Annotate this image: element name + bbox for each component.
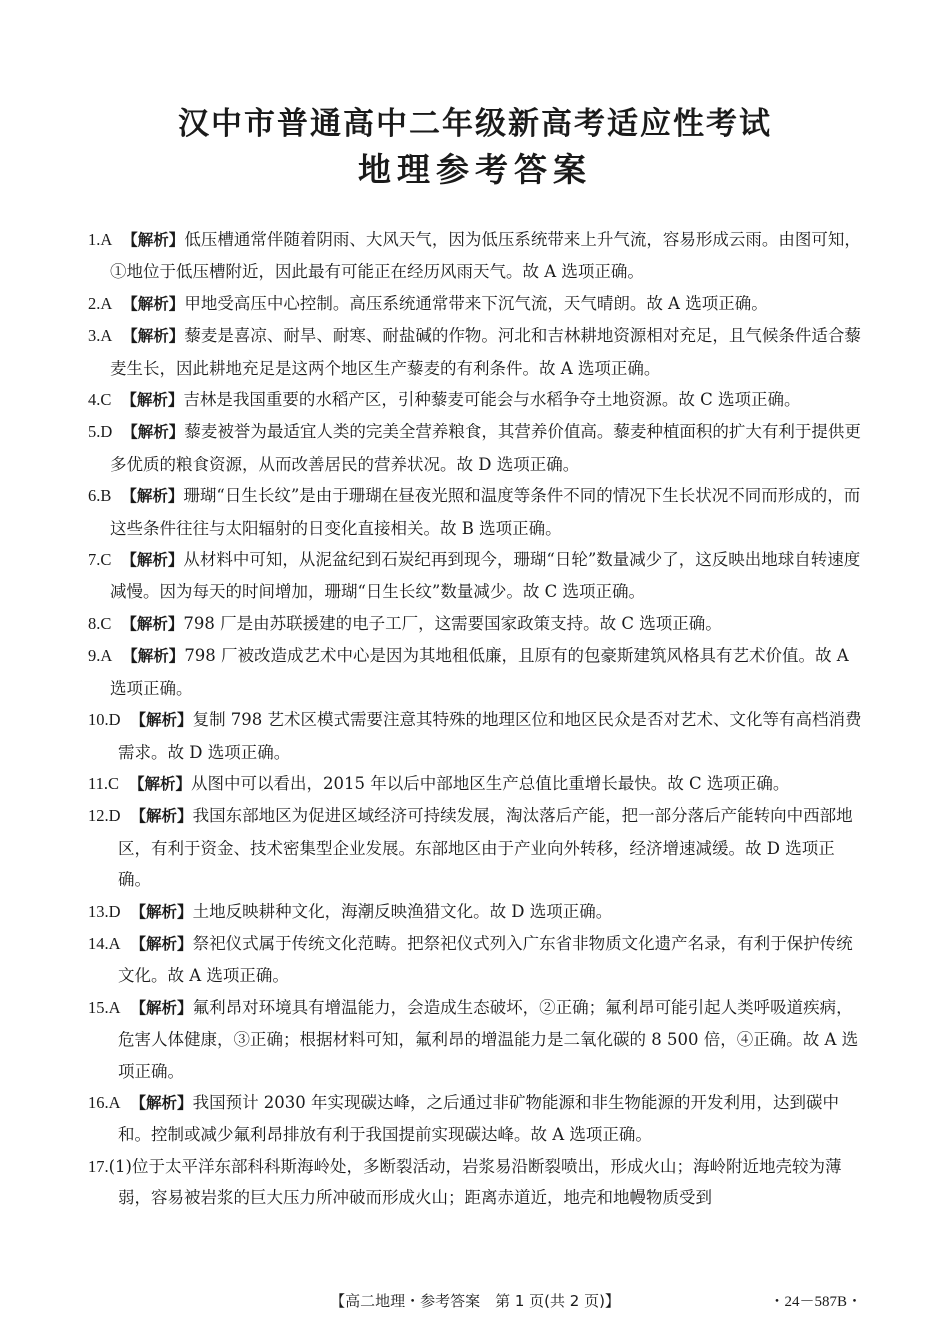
answer-list xyxy=(88,224,863,1214)
answer-text: 798 厂是由苏联援建的电子工厂，这需要国家政策支持。故 C 选项正确。 xyxy=(183,613,722,633)
answer-choice: D xyxy=(108,901,121,921)
analysis-tag: 【解析】 xyxy=(121,487,184,506)
analysis-tag: 【解析】 xyxy=(122,423,185,442)
analysis-tag: 【解析】 xyxy=(130,934,193,953)
answer-choice: A xyxy=(108,1092,121,1112)
analysis-tag: 【解析】 xyxy=(122,647,185,666)
answer-text: 低压槽通常伴随着阴雨、大风天气，因为低压系统带来上升气流，容易形成云雨。由图可知，①地位于低压槽附近，因此最有可能正在经历风雨天气。故 A 选项正确。 xyxy=(110,230,861,282)
answer-item-5: 5.D 【解析】藜麦被誉为最适宜人类的完美全营养粮食，其营养价值高。藜麦种植面积的扩大有利于提供更多优质的粮食资源，从而改善居民的营养状况。故 D 选项正确。 xyxy=(88,422,861,474)
answer-text: 祭祀仪式属于传统文化范畴。把祭祀仪式列入广东省非物质文化遗产名录，有利于保护传统文化。故 A 选项正确。 xyxy=(118,933,853,986)
analysis-tag: 【解析】 xyxy=(130,711,193,730)
answer-text: 我国预计 2030 年实现碳达峰，之后通过非矿物能源和非生物能源的开发利用，达到碳中和。控制或减少氟利昂排放有利于我国提前实现碳达峰。故 A 选项正确。 xyxy=(118,1092,840,1145)
answer-text: 藜麦是喜凉、耐旱、耐寒、耐盐碱的作物。河北和吉林耕地资源相对充足，且气候条件适合藜麦生长，因此耕地充足是这两个地区生产藜麦的有利条件。故 A 选项正确。 xyxy=(110,326,861,378)
answer-item-1: 1.A 【解析】低压槽通常伴随着阴雨、大风天气，因为低压系统带来上升气流，容易形成云雨。由图可知，①地位于低压槽附近，因此最有可能正在经历风雨天气。故 A 选项正确。 xyxy=(88,230,861,282)
answer-text: 798 厂被改造成艺术中心是因为其地租低廉，且原有的包豪斯建筑风格具有艺术价值。故 A 选项正确。 xyxy=(110,646,849,698)
answer-text: 土地反映耕种文化，海潮反映渔猎文化。故 D 选项正确。 xyxy=(192,901,613,921)
analysis-tag: 【解析】 xyxy=(121,614,184,633)
answer-choice: C xyxy=(108,773,120,793)
answer-text: 吉林是我国重要的水稻产区，引种藜麦可能会与水稻争夺土地资源。故 C 选项正确。 xyxy=(183,390,801,410)
answer-item-12: 12.D 【解析】我国东部地区为促进区域经济可持续发展，淘汰落后产能，把一部分落后产能转向中西部地区，有利于资金、技术密集型企业发展。东部地区由于产业向外转移，经济增速减缓。故 D 选项正确。 xyxy=(88,806,853,890)
answer-choice: B xyxy=(100,486,112,506)
answer-choice: A xyxy=(108,997,121,1017)
answer-text: 甲地受高压中心控制。高压系统通常带来下沉气流，天气晴朗。故 A 选项正确。 xyxy=(184,293,768,313)
analysis-tag: 【解析】 xyxy=(129,774,192,793)
answer-text: (1)位于太平洋东部科科斯海岭处，多断裂活动，岩浆易沿断裂喷出，形成火山；海岭附近地壳较为薄弱，容易被岩浆的巨大压力所冲破而形成火山；距离赤道近，地壳和地幔物质受到 xyxy=(108,1156,842,1208)
analysis-tag: 【解析】 xyxy=(122,327,185,346)
answer-item-17: 17.(1)位于太平洋东部科科斯海岭处，多断裂活动，岩浆易沿断裂喷出，形成火山；海岭附近地壳较为薄弱，容易被岩浆的巨大压力所冲破而形成火山；距离赤道近，地壳和地幔物质受到 xyxy=(88,1156,842,1208)
answer-text: 藜麦被誉为最适宜人类的完美全营养粮食，其营养价值高。藜麦种植面积的扩大有利于提供更多优质的粮食资源，从而改善居民的营养状况。故 D 选项正确。 xyxy=(110,422,861,474)
answer-choice: D xyxy=(108,806,121,826)
answer-item-7: 7.C 【解析】从材料中可知，从泥盆纪到石炭纪再到现今，珊瑚“日轮”数量减少了，这反映出地球自转速度减慢。因为每天的时间增加，珊瑚“日生长纹”数量减少。故 C 选项正确。 xyxy=(88,550,861,602)
answer-item-15: 15.A 【解析】氟利昂对环境具有增温能力，会造成生态破坏，②正确；氟利昂可能引起人类呼吸道疾病，危害人体健康，③正确；根据材料可知，氟利昂的增温能力是二氧化碳的 8 500 倍，④正确。故 A 选项正确。 xyxy=(88,997,859,1081)
answer-item-9: 9.A 【解析】798 厂被改造成艺术中心是因为其地租低廉，且原有的包豪斯建筑风格具有艺术价值。故 A 选项正确。 xyxy=(88,646,849,698)
answer-item-3: 3.A 【解析】藜麦是喜凉、耐旱、耐寒、耐盐碱的作物。河北和吉林耕地资源相对充足，且气候条件适合藜麦生长，因此耕地充足是这两个地区生产藜麦的有利条件。故 A 选项正确。 xyxy=(88,326,861,378)
answer-item-13: 13.D 【解析】土地反映耕种文化，海潮反映渔猎文化。故 D 选项正确。 xyxy=(88,901,613,921)
answer-choice: D xyxy=(100,422,113,442)
answer-text: 氟利昂对环境具有增温能力，会造成生态破坏，②正确；氟利昂可能引起人类呼吸道疾病，危害人体健康，③正确；根据材料可知，氟利昂的增温能力是二氧化碳的 8 500 倍，④正确。故 A 选项正确。 xyxy=(118,997,859,1081)
answer-item-6: 6.B 【解析】珊瑚“日生长纹”是由于珊瑚在昼夜光照和温度等条件不同的情况下生长状况不同而形成的，而这些条件往往与太阳辐射的日变化直接相关。故 B 选项正确。 xyxy=(88,486,861,538)
analysis-tag: 【解析】 xyxy=(130,807,193,826)
footer-page-info: 【高二地理・参考答案 第 1 页(共 2 页)】 xyxy=(330,1292,620,1310)
analysis-tag: 【解析】 xyxy=(130,1093,193,1112)
footer-exam-code: ・24－587B・ xyxy=(769,1294,862,1310)
answer-choice: A xyxy=(100,230,113,249)
analysis-tag: 【解析】 xyxy=(121,551,184,570)
answer-text: 从材料中可知，从泥盆纪到石炭纪再到现今，珊瑚“日轮”数量减少了，这反映出地球自转速度减慢。因为每天的时间增加，珊瑚“日生长纹”数量减少。故 C 选项正确。 xyxy=(110,550,861,602)
answer-item-14: 14.A 【解析】祭祀仪式属于传统文化范畴。把祭祀仪式列入广东省非物质文化遗产名录，有利于保护传统文化。故 A 选项正确。 xyxy=(88,933,853,986)
analysis-tag: 【解析】 xyxy=(121,391,184,410)
answer-text: 从图中可以看出，2015 年以后中部地区生产总值比重增长最快。故 C 选项正确。 xyxy=(191,773,790,793)
answer-choice: C xyxy=(100,613,112,633)
answer-choice: C xyxy=(100,390,112,410)
answer-item-11: 11.C 【解析】从图中可以看出，2015 年以后中部地区生产总值比重增长最快。故 C 选项正确。 xyxy=(88,773,790,793)
exam-title: 汉中市普通高中二年级新高考适应性考试 xyxy=(178,106,772,142)
answer-choice: A xyxy=(100,293,113,313)
answer-text: 复制 798 艺术区模式需要注意其特殊的地理区位和地区民众是否对艺术、文化等有高档消费需求。故 D 选项正确。 xyxy=(118,710,862,762)
answer-key-title: 地理参考答案 xyxy=(358,150,592,189)
answer-choice: A xyxy=(100,326,113,346)
analysis-tag: 【解析】 xyxy=(130,902,193,921)
answer-choice: C xyxy=(100,550,112,570)
analysis-tag: 【解析】 xyxy=(130,998,193,1017)
answer-text: 珊瑚“日生长纹”是由于珊瑚在昼夜光照和温度等条件不同的情况下生长状况不同而形成的，而这些条件往往与太阳辐射的日变化直接相关。故 B 选项正确。 xyxy=(110,486,861,538)
answer-item-2: 2.A 【解析】甲地受高压中心控制。高压系统通常带来下沉气流，天气晴朗。故 A 选项正确。 xyxy=(88,293,768,313)
answer-item-16: 16.A 【解析】我国预计 2030 年实现碳达峰，之后通过非矿物能源和非生物能源的开发利用，达到碳中和。控制或减少氟利昂排放有利于我国提前实现碳达峰。故 A 选项正确。 xyxy=(88,1092,840,1145)
analysis-tag: 【解析】 xyxy=(122,294,185,313)
answer-item-4: 4.C 【解析】吉林是我国重要的水稻产区，引种藜麦可能会与水稻争夺土地资源。故 C 选项正确。 xyxy=(88,390,801,410)
analysis-tag: 【解析】 xyxy=(122,231,185,249)
answer-choice: D xyxy=(108,710,121,730)
answer-choice: A xyxy=(108,933,121,953)
answer-text: 我国东部地区为促进区域经济可持续发展，淘汰落后产能，把一部分落后产能转向中西部地区，有利于资金、技术密集型企业发展。东部地区由于产业向外转移，经济增速减缓。故 D 选项正确。 xyxy=(118,806,853,890)
answer-item-10: 10.D 【解析】复制 798 艺术区模式需要注意其特殊的地理区位和地区民众是否对艺术、文化等有高档消费需求。故 D 选项正确。 xyxy=(88,710,862,762)
answer-item-8: 8.C 【解析】798 厂是由苏联援建的电子工厂，这需要国家政策支持。故 C 选项正确。 xyxy=(88,613,722,633)
answer-choice: A xyxy=(100,646,113,666)
